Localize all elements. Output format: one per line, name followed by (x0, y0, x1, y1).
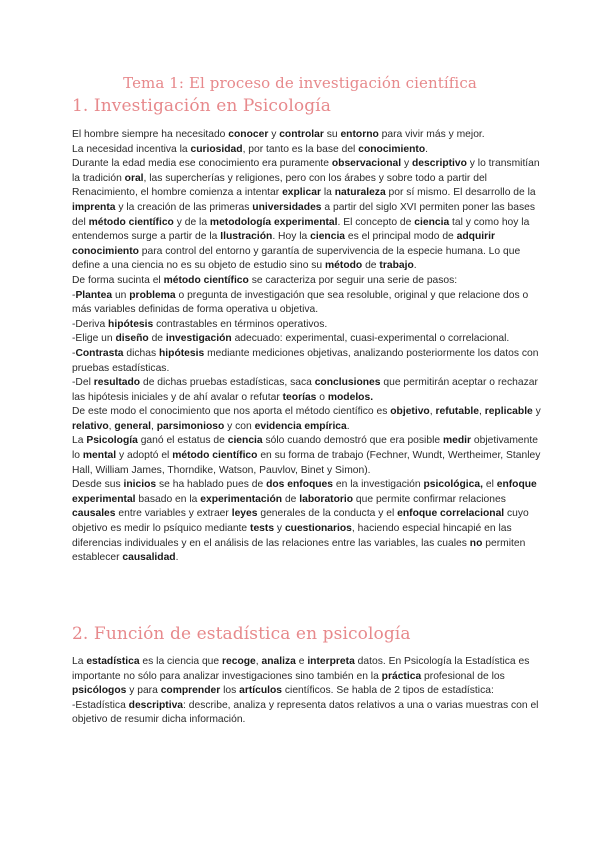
bold-term: naturaleza (334, 187, 386, 199)
text-run: o pregunta de investigación que sea resoluble, original y que relacione dos o más variables definidas de forma operativa u objetiva. (72, 289, 529, 316)
paragraph (72, 318, 542, 333)
bold-term: causales (72, 508, 116, 520)
bold-term: descriptivo (412, 158, 467, 170)
text-run: y adoptó el (116, 450, 173, 462)
bold-term: psicológica, (423, 479, 483, 491)
text-run: : describe, analiza y representa datos relativos a una o varias muestras con el objetivo de resumir dicha información. (72, 699, 539, 726)
paragraph (72, 478, 542, 566)
text-run: el (482, 479, 497, 491)
text-run: -Deriva (72, 318, 109, 330)
bold-term: psicólogos (72, 685, 127, 697)
bold-term: comprender (160, 685, 221, 697)
bold-term: leyes (231, 508, 258, 520)
text-run: , (478, 406, 485, 418)
document-title: Tema 1: El proceso de investigación científica (123, 74, 477, 92)
text-run: que permitirán aceptar o rechazar las hipótesis iniciales y de ahí avalar o refutar (72, 377, 538, 403)
text-run: De este modo el conocimiento que nos aporta el método científico es (72, 406, 391, 418)
text-run: permiten establecer (72, 537, 526, 564)
paragraph (72, 405, 542, 434)
text-run: para vivir más y mejor. (378, 129, 485, 140)
bold-term: teorías (282, 391, 317, 403)
bold-term: no (469, 537, 483, 549)
paragraph (72, 289, 542, 318)
text-run: un (112, 289, 130, 301)
bold-term: laboratorio (299, 493, 354, 505)
bold-term: ciencia (310, 231, 346, 243)
bold-term: oral (124, 172, 144, 184)
paragraph (72, 434, 542, 478)
bold-term: evidencia empírica (254, 420, 347, 432)
bold-term: modelos. (327, 391, 374, 403)
bold-term: ciencia (414, 216, 450, 228)
bold-term: interpreta (307, 656, 355, 667)
text-run: científicos. Se habla de 2 tipos de estadística: (282, 685, 494, 697)
bold-term: trabajo (379, 260, 414, 272)
text-run: en la investigación (333, 479, 424, 491)
bold-term: hipótesis (108, 318, 154, 330)
text-run: , haciendo especial hincapié en las diferencias individuales y en el análisis de las relaciones entre las variables, las cuales (72, 523, 512, 549)
paragraph (72, 699, 542, 728)
bold-term: recoge (222, 656, 256, 667)
section-heading-estadistica: 2. Función de estadística en psicología (72, 624, 411, 644)
text-run: . El concepto de (337, 216, 415, 228)
text-run: entre variables y extraer (115, 508, 232, 520)
bold-term: problema (129, 289, 176, 301)
bold-term: conclusiones (314, 377, 381, 389)
text-run: generales de la conducta y el (257, 508, 398, 520)
text-run: tal y como hoy la entendemos surge a partir de la (72, 216, 530, 243)
text-run: los (220, 685, 240, 697)
bold-term: relativo (72, 420, 109, 432)
paragraph (72, 157, 542, 274)
text-run: objetivamente lo (72, 435, 538, 462)
text-run: De forma sucinta el (72, 274, 164, 286)
text-run: se ha hablado pues de (156, 479, 267, 491)
text-run: se caracteriza por seguir una serie de pasos: (248, 274, 458, 286)
text-run: . (425, 143, 429, 155)
text-run: es el principal modo de (345, 231, 457, 243)
bold-term: diseño (115, 333, 149, 345)
text-run: y para (126, 685, 161, 697)
paragraph (72, 128, 542, 143)
bold-term: práctica (381, 670, 422, 682)
paragraph (72, 347, 542, 376)
text-run: y (268, 129, 280, 140)
text-run: que permite confirmar relaciones (353, 493, 506, 505)
text-run: . (175, 552, 179, 564)
text-run: mediante mediciones objetivas, analizando posteriormente los datos con pruebas estadísticas. (72, 347, 539, 374)
bold-term: método (325, 260, 363, 272)
bold-term: causalidad (122, 552, 176, 564)
text-run: , (255, 656, 262, 667)
text-run: - (72, 289, 76, 301)
text-run: a partir del siglo XVI permiten poner las bases del (72, 201, 536, 228)
text-run: y la creación de las primeras (115, 201, 253, 213)
paragraph (72, 376, 542, 405)
bold-term: controlar (279, 129, 324, 140)
text-run: y con (224, 420, 255, 432)
bold-term: ciencia (227, 435, 263, 447)
bold-term: estadística (86, 656, 140, 667)
text-run: cuyo objetivo es medir lo psíquico mediante (72, 508, 529, 535)
text-run: , las supercherías y religiones, pero con los árabes y sobre todo a partir del Renacimiento, el hombre comienza a intentar (72, 172, 487, 199)
bold-term: investigación (165, 333, 232, 345)
text-run: y (274, 523, 285, 535)
text-run: La necesidad incentiva la (72, 143, 191, 155)
text-run: La (72, 435, 87, 447)
bold-term: tests (250, 523, 275, 535)
text-run: y (401, 158, 412, 170)
bold-term: dos enfoques (266, 479, 334, 491)
bold-term: método científico (88, 216, 174, 228)
text-run: -Del (72, 377, 94, 389)
bold-term: resultado (93, 377, 141, 389)
text-run: e (295, 656, 308, 667)
bold-term: observacional (331, 158, 402, 170)
text-run: de dichas pruebas estadísticas, saca (140, 377, 315, 389)
bold-term: refutable (435, 406, 479, 418)
text-run: . (346, 420, 350, 432)
text-run: . Hoy la (272, 231, 311, 243)
bold-term: experimentación (200, 493, 283, 505)
bold-term: Plantea (75, 289, 113, 301)
bold-term: método científico (163, 274, 249, 286)
text-run: para control del entorno y garantía de supervivencia de la especie humana. Lo que define a una ciencia no es su objeto de estudio sino su (72, 245, 521, 272)
text-run: basado en la (135, 493, 201, 505)
text-run: de (282, 493, 300, 505)
text-run: , (151, 420, 157, 432)
bold-term: parsimonioso (156, 420, 225, 432)
bold-term: explicar (282, 187, 321, 199)
bold-term: hipótesis (159, 347, 205, 359)
text-run: profesional de los (421, 670, 505, 682)
paragraph (72, 274, 542, 289)
text-run: de (148, 333, 166, 345)
bold-term: artículos (239, 685, 283, 697)
text-run: la (321, 187, 335, 199)
bold-term: mental (82, 450, 117, 462)
text-run: o (316, 391, 328, 403)
section-body-investigacion (72, 128, 542, 566)
paragraph (72, 332, 542, 347)
bold-term: Ilustración (220, 231, 273, 243)
text-run: ganó el estatus de (137, 435, 228, 447)
text-run: dichas (123, 347, 159, 359)
bold-term: descriptiva (128, 699, 184, 711)
text-run: y (532, 406, 541, 418)
text-run: El hombre siempre ha necesitado (72, 129, 229, 140)
text-run: . (413, 260, 417, 272)
bold-term: general (114, 420, 152, 432)
bold-term: enfoque experimental (72, 479, 537, 505)
paragraph (72, 655, 542, 699)
text-run: sólo cuando demostró que era posible (262, 435, 443, 447)
bold-term: enfoque correlacional (397, 508, 505, 520)
bold-term: Psicología (86, 435, 138, 447)
bold-term: objetivo (390, 406, 430, 418)
text-run: de (362, 260, 380, 272)
bold-term: conocer (228, 129, 269, 140)
text-run: por sí mismo. El desarrollo de la (385, 187, 536, 199)
section-body-estadistica (72, 655, 542, 728)
bold-term: conocimiento (358, 143, 426, 155)
text-run: - (72, 347, 76, 359)
text-run: Durante la edad media ese conocimiento era puramente (72, 158, 332, 170)
bold-term: cuestionarios (284, 523, 352, 535)
bold-term: metodología experimental (209, 216, 338, 228)
text-run: contrastables en términos operativos. (153, 318, 328, 330)
bold-term: método científico (172, 450, 258, 462)
text-run: -Elige un (72, 333, 116, 345)
section-heading-investigacion: 1. Investigación en Psicología (72, 96, 331, 116)
bold-term: Contrasta (75, 347, 124, 359)
text-run: , por tanto es la base del (242, 143, 359, 155)
bold-term: medir (442, 435, 471, 447)
bold-term: replicable (484, 406, 533, 418)
text-run: adecuado: experimental, cuasi-experimental o correlacional. (231, 333, 510, 345)
text-run: en su forma de trabajo (Fechner, Wundt, Wertheimer, Stanley Hall, William James, Thorndike, Watson, Pauvlov, Binet y Simon). (72, 450, 541, 476)
text-run: y lo transmitían la tradición (72, 158, 540, 184)
bold-term: imprenta (72, 201, 116, 213)
bold-term: adquirir conocimiento (72, 231, 495, 257)
bold-term: curiosidad (190, 143, 243, 155)
text-run: , (429, 406, 436, 418)
text-run: datos. En Psicología la Estadística es importante no sólo para analizar investigaciones sino también en la (72, 656, 530, 682)
text-run: es la ciencia que (139, 656, 222, 667)
text-run: -Estadística (72, 699, 129, 711)
paragraph (72, 143, 542, 158)
bold-term: inicios (123, 479, 157, 491)
text-run: y de la (173, 216, 210, 228)
bold-term: analiza (261, 656, 296, 667)
bold-term: entorno (340, 129, 379, 140)
bold-term: universidades (252, 201, 322, 213)
text-run: La (72, 656, 87, 667)
text-run: su (323, 129, 341, 140)
text-run: Desde sus (72, 479, 124, 491)
text-run: , (108, 420, 115, 432)
